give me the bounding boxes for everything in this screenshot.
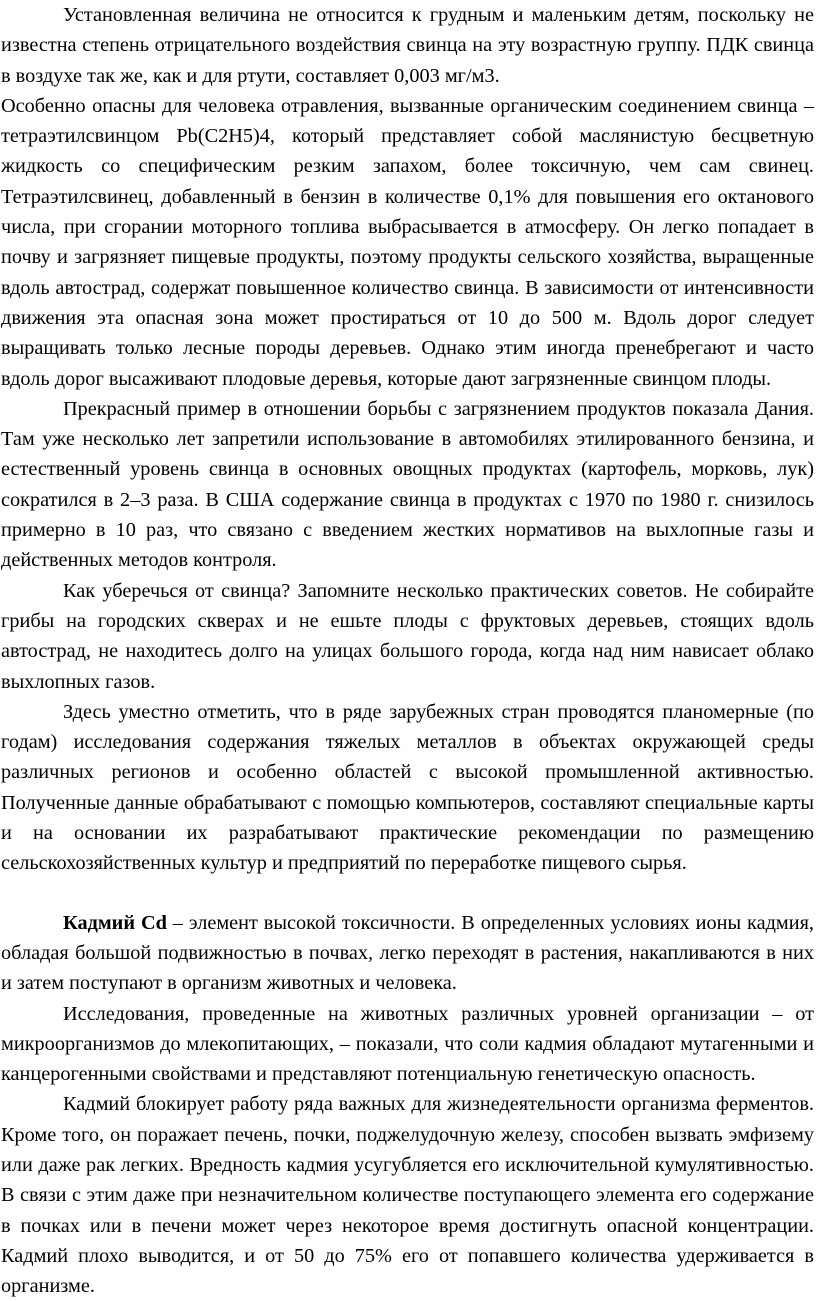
paragraph-cadmium-effects: Кадмий блокирует работу ряда важных для жизнедеятельности организма ферментов. Кроме того, он поражает печень, почки, поджелудочную железу, способен вызвать эмфизему или даже рак легких. Вредность кадмия усугубляется его исключительной кумулятивностью. В связи с этим даже при незначительном количестве поступающего элемента его содержание в почках или в печени может через некоторое время достигнуть опасной концентрации. Кадмий плохо выводится, и от 50 до 75% его от попавшего количества удерживается в организме. <box>1 1093 814 1298</box>
paragraph-cadmium-intro <box>1 908 814 999</box>
paragraph-denmark-example: Прекрасный пример в отношении борьбы с загрязнением продуктов показала Дания. Там уже несколько лет запретили использование в автомобилях этилированного бензина, и естественный уровень свинца в основных овощных продуктах (картофель, морковь, лук) сократился в 2–3 раза. В США содержание свинца в продуктах с 1970 по 1980 г. снизилось примерно в 10 раз, что связано с введением жестких нормативов на выхлопные газы и действенных методов контроля. <box>1 397 814 572</box>
paragraph-lead-air-limit: Установленная величина не относится к грудным и маленьким детям, поскольку не известна степень отрицательного воздействия свинца на эту возрастную группу. ПДК свинца в воздухе так же, как и для ртути, составляет 0,003 мг/м3. <box>1 4 814 87</box>
cadmium-definition: – элемент высокой токсичности. В определенных условиях ионы кадмия, обладая большой подвижностью в почвах, легко переходят в растения, накапливаются в них и затем поступают в организм животных и человека. <box>1 911 814 995</box>
paragraph-monitoring: Здесь уместно отметить, что в ряде зарубежных стран проводятся планомерные (по годам) исследования содержания тяжелых металлов в объектах окружающей среды различных регионов и особенно областей с высокой промышленной активностью. Полученные данные обрабатывают с помощью компьютеров, составляют специальные карты и на основании их разрабатывают практические рекомендации по размещению сельскохозяйственных культур и предприятий по переработке пищевого сырья. <box>1 700 814 875</box>
paragraph-tetraethyl-lead: Особенно опасны для человека отравления, вызванные органическим соединением свинца – тетраэтилсвинцом Pb(C2H5)4, который представляет собой маслянистую бесцветную жидкость со специфическим резким запахом, более токсичную, чем сам свинец. Тетраэтилсвинец, добавленный в бензин в количестве 0,1% для повышения его октанового числа, при сгорании моторного топлива выбрасывается в атмосферу. Он легко попадает в почву и загрязняет пищевые продукты, поэтому продукты сельского хозяйства, выращенные вдоль автострад, содержат повышенное количество свинца. В зависимости от интенсивности движения эта опасная зона может простираться от 10 до 500 м. Вдоль дорог следует выращивать только лесные породы деревьев. Однако этим иногда пренебрегают и часто вдоль дорог высаживают плодовые деревья, которые дают загрязненные свинцом плоды. <box>1 94 814 390</box>
paragraph-cadmium-research: Исследования, проведенные на животных различных уровней организации – от микроорганизмов до млекопитающих, – показали, что соли кадмия обладают мутагенными и канцерогенными свойствами и представляют потенциальную генетическую опасность. <box>1 1002 814 1086</box>
cadmium-term: Кадмий Cd <box>63 911 167 934</box>
paragraph-practical-advice: Как уберечься от свинца? Запомните несколько практических советов. Не собирайте грибы на городских скверах и не ешьте плоды с фруктовых деревьев, стоящих вдоль автострад, не находитесь долго на улицах большого города, когда над ним нависает облако выхлопных газов. <box>1 579 814 693</box>
